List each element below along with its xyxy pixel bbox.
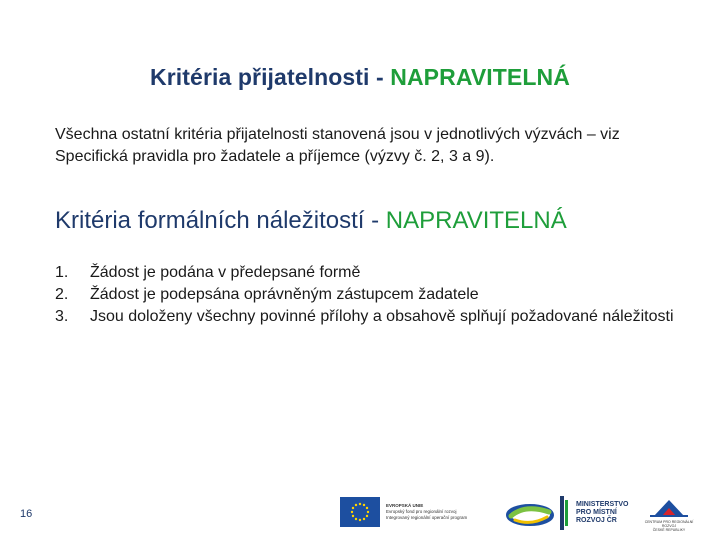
crr-emblem-icon: [640, 496, 698, 520]
eu-logo-line3: Integrovaný regionální operační program: [386, 515, 468, 520]
slide-title-main: Kritéria přijatelnosti -: [150, 64, 391, 90]
irop-logo-icon: [505, 500, 555, 528]
crr-logo-line1: CENTRUM PRO REGIONÁLNÍ ROZVOJ: [644, 520, 694, 528]
eu-logo-line2: Evropský fond pro regionální rozvoj: [386, 509, 457, 514]
list-item-number: 2.: [55, 286, 69, 303]
section-title-main: Kritéria formálních náležitostí -: [55, 207, 386, 234]
mmr-logo-text: [576, 501, 629, 525]
crr-logo: [640, 496, 698, 534]
section-title-accent: NAPRAVITELNÁ: [385, 207, 567, 234]
slide-title-accent: NAPRAVITELNÁ: [390, 64, 570, 90]
criteria-list: [55, 262, 695, 328]
eu-logo-text: [386, 503, 486, 521]
intro-paragraph: Všechna ostatní kritéria přijatelnosti stanovená jsou v jednotlivých výzvách – viz Specifická pravidla pro žadatele a příjemce (výzvy č. 2, 3 a 9).: [55, 126, 620, 165]
eu-logo: [340, 497, 486, 527]
page-number: 16: [20, 508, 33, 520]
crr-logo-line2: ČESKÉ REPUBLIKY: [652, 528, 686, 532]
list-item-text: Žádost je podepsána oprávněným zástupcem žadatele: [90, 286, 479, 303]
mmr-logo-line2: PRO MÍSTNÍ: [576, 509, 617, 516]
list-item-text: Žádost je podána v předepsané formě: [90, 264, 361, 281]
mmr-logo: [560, 496, 629, 530]
list-item: [55, 262, 695, 284]
mmr-bar-icon: [560, 496, 572, 530]
crr-logo-text: [640, 520, 698, 532]
mmr-logo-line3: ROZVOJ ČR: [576, 517, 617, 524]
list-item: [55, 284, 695, 306]
eu-logo-line1: EVROPSKÁ UNIE: [386, 503, 424, 508]
list-item-number: 3.: [55, 308, 69, 325]
list-item: [55, 306, 695, 328]
mmr-logo-line1: MINISTERSTVO: [576, 501, 629, 508]
slide-title: [0, 64, 720, 91]
eu-flag-icon: [340, 497, 380, 527]
list-item-number: 1.: [55, 264, 69, 281]
section-title: [55, 207, 567, 235]
list-item-text: Jsou doloženy všechny povinné přílohy a obsahově splňují požadované náležitosti: [90, 308, 674, 325]
